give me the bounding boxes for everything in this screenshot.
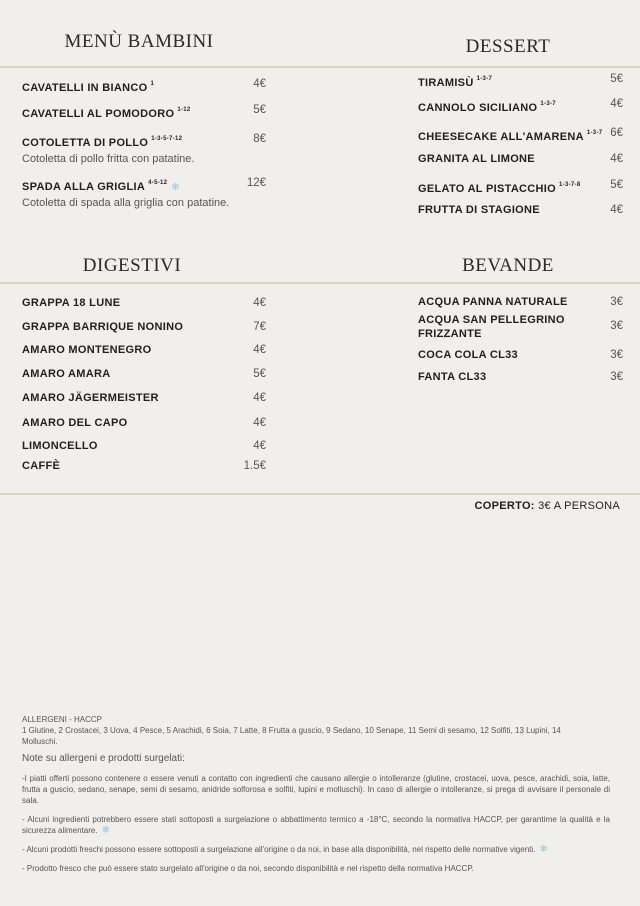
- menu-item-name: [22, 459, 60, 473]
- menu-item-price: 5€: [253, 368, 266, 380]
- menu-item-price: 5€: [253, 104, 266, 116]
- menu-item-price: 4€: [610, 98, 623, 110]
- allergens-title: ALLERGENI - HACCP: [22, 715, 103, 724]
- menu-item-name: [418, 203, 540, 217]
- menu-item-price: 7€: [253, 321, 266, 333]
- coperto: COPERTO: 3€ A PERSONA: [474, 500, 620, 512]
- menu-item-name: [22, 320, 183, 334]
- notes-title: Note su allergeni e prodotti surgelati:: [22, 753, 185, 764]
- snowflake-icon: ❄: [101, 825, 110, 836]
- item-name-text: FRUTTA DI STAGIONE: [418, 204, 540, 216]
- item-name-text: TIRAMISÙ: [418, 77, 474, 89]
- snowflake-icon: ❄: [539, 844, 548, 855]
- item-name-text: GRAPPA 18 LUNE: [22, 297, 121, 309]
- item-name-text: SPADA ALLA GRIGLIA: [22, 181, 146, 193]
- item-name-text: GRANITA AL LIMONE: [418, 153, 535, 165]
- menu-item-price: 3€: [610, 296, 623, 308]
- menu-item-name: [418, 72, 492, 90]
- item-name-text: AMARO MONTENEGRO: [22, 344, 152, 356]
- item-name-text: CAVATELLI IN BIANCO: [22, 82, 148, 94]
- item-name-text: LIMONCELLO: [22, 440, 98, 452]
- item-name-text: CHEESECAKE ALL'AMARENA: [418, 131, 584, 143]
- menu-item-price: 4€: [253, 78, 266, 90]
- item-name-text: COCA COLA CL33: [418, 349, 518, 361]
- item-name-text: CANNOLO SICILIANO: [418, 102, 538, 114]
- allergen-codes: 1: [150, 81, 155, 87]
- snowflake-icon: ❄: [171, 182, 180, 193]
- section-title-bambini: MENÙ BAMBINI: [64, 31, 214, 52]
- allergen-codes: 1-3-7: [586, 130, 603, 136]
- menu-item-name: [22, 103, 191, 121]
- item-name-text: GELATO AL PISTACCHIO: [418, 183, 557, 195]
- menu-item-name: [22, 439, 98, 453]
- menu-item-price: 8€: [253, 133, 266, 145]
- menu-item-price: 3€: [610, 320, 623, 332]
- item-name-text: FANTA CL33: [418, 371, 487, 383]
- menu-item-name: [22, 176, 180, 195]
- menu-item-price: 4€: [610, 204, 623, 216]
- menu-item-name: [418, 97, 556, 115]
- allergen-codes: 1-3-7: [540, 101, 556, 107]
- menu-item-price: 3€: [610, 349, 623, 361]
- section-title-digestivi: DIGESTIVI: [82, 255, 182, 276]
- note: -I piatti offerti possono contenere o essere venuti a contatto con ingredienti che causano allergie o intolleranze (glutine, crostacei, uova, pesce, arachidi, soia, latte, frutta a guscio, sedano, senape, semi di sesamo, anidride solforosa e solfiti, lupini e molluschi). In caso di allergie o intolleranze, si prega di avvisare il personale di sala.: [22, 774, 610, 805]
- allergen-codes: 1-3-5-7-12: [151, 136, 183, 142]
- menu-item-price: 4€: [253, 440, 266, 452]
- item-name-text: AMARO DEL CAPO: [22, 417, 128, 429]
- item-name-text: ACQUA SAN PELLEGRINO FRIZZANTE: [418, 314, 565, 340]
- menu-item-price: 5€: [610, 179, 623, 191]
- menu-item-price: 5€: [610, 73, 623, 85]
- note: - Alcuni ingredienti potrebbero essere stati sottoposti a surgelazione o abbattimento termico a -18°C, secondo la normativa HACCP, per garantirne la qualità e la sicurezza alimentare. ❄: [22, 815, 610, 836]
- menu-item-price: 3€: [610, 371, 623, 383]
- menu-item-name: [22, 132, 182, 150]
- menu-item-price: 4€: [253, 297, 266, 309]
- menu-item-price: 1.5€: [243, 460, 266, 472]
- menu-item-description: Cotoletta di spada alla griglia con patatine.: [22, 197, 230, 209]
- item-name-text: AMARO AMARA: [22, 368, 111, 380]
- menu-item-name: [418, 370, 486, 384]
- menu-item-price: 4€: [253, 417, 266, 429]
- menu-item-name: [418, 152, 535, 166]
- divider: [0, 66, 640, 68]
- allergens-footer: [22, 714, 610, 882]
- section-title-bevande: BEVANDE: [462, 255, 554, 276]
- allergen-codes: 1-3-7-8: [559, 182, 581, 188]
- menu-item-price: 4€: [253, 392, 266, 404]
- item-name-text: GRAPPA BARRIQUE NONINO: [22, 321, 184, 333]
- menu-item-name: [22, 77, 154, 95]
- menu-item-description: Cotoletta di pollo fritta con patatine.: [22, 153, 195, 165]
- menu-item-name: [22, 416, 127, 430]
- menu-item-name: [418, 348, 518, 362]
- item-name-text: ACQUA PANNA NATURALE: [418, 296, 568, 308]
- allergen-codes: 4-5-12: [148, 180, 168, 186]
- allergen-codes: 1-12: [177, 107, 191, 113]
- menu-item-name: [22, 391, 159, 405]
- menu-item-name: [418, 178, 580, 196]
- menu-item-price: 4€: [253, 344, 266, 356]
- section-title-dessert: DESSERT: [465, 36, 551, 57]
- divider: [0, 282, 640, 284]
- menu-item-name: [22, 367, 110, 381]
- menu-item-name: [418, 313, 578, 341]
- item-name-text: AMARO JÄGERMEISTER: [22, 392, 159, 404]
- menu-item-name: [22, 296, 120, 310]
- note: - Alcuni prodotti freschi possono essere sottoposti a surgelazione all'origine o da noi, in base alla disponibilità, nel rispetto delle normative vigenti. ❄: [22, 844, 548, 855]
- menu-item-price: 12€: [246, 177, 266, 189]
- item-name-text: CAVATELLI AL POMODORO: [22, 108, 175, 120]
- menu-item-price: 6€: [610, 127, 623, 139]
- allergens-list: 1 Glutine, 2 Crostacei, 3 Uova, 4 Pesce, 5 Arachidi, 6 Soia, 7 Latte, 8 Frutta a guscio, 9 Sedano, 10 Senape, 11 Semi di sesamo, 12 Solfiti, 13 Lupini, 14 Molluschi.: [22, 726, 561, 746]
- note: - Prodotto fresco che può essere stato surgelato all'origine o da noi, secondo disponibilità e nel rispetto della normativa HACCP.: [22, 864, 474, 873]
- item-name-text: CAFFÈ: [22, 460, 61, 472]
- menu-item-name: [418, 295, 568, 309]
- menu-item-price: 4€: [610, 153, 623, 165]
- allergen-codes: 1-3-7: [476, 76, 493, 82]
- menu-item-name: [22, 343, 151, 357]
- divider: [0, 493, 640, 495]
- item-name-text: COTOLETTA DI POLLO: [22, 137, 149, 149]
